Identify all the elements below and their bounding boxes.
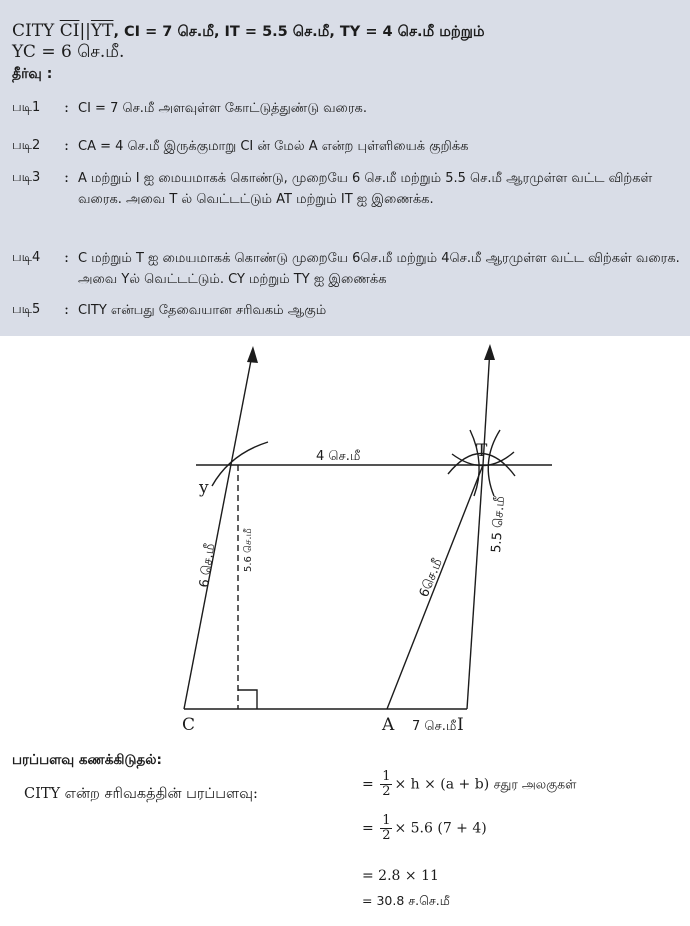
step-4-id: படி4 — [12, 250, 41, 265]
fraction-half-2: $\frac{1}{2}$ — [382, 813, 391, 843]
solution-label: தீர்வு : — [12, 66, 53, 82]
step-1-id: படி1 — [12, 100, 41, 115]
area-result: = 30.8 ச.செ.மீ — [362, 893, 450, 908]
step-5-id: படி5 — [12, 302, 41, 317]
step-1-text: CI = 7 செ.மீ அளவுள்ள கோட்டுத்துண்டு வரைக. — [78, 101, 367, 116]
step-4-text: C மற்றும் T ஐ மையமாகக் கொண்டு முறையே 6செ.மீ மற்றும் 4செ.மீ ஆரமுள்ள வட்ட விற்கள் வரைக. அவை Yல் வெட்டட்டும். CY மற்றும் TY ஐ இணைக்க — [78, 251, 680, 287]
arrowhead-left — [247, 346, 258, 363]
label-c: C — [182, 715, 196, 735]
label-a: A — [382, 715, 395, 735]
area-formula-line1: = $\frac{1}{2}$ × h × (a + b) சதுர அலகுகள் — [362, 769, 577, 799]
right-length-label: 5.5 செ.மீ — [489, 495, 508, 554]
bottom-length-label: 7 செ.மீ — [412, 719, 457, 734]
trapezium-construction-diagram — [0, 336, 690, 748]
step-5-colon: : — [64, 300, 70, 318]
left-length-label: 6 செ.மீ — [197, 542, 219, 589]
area-label: CITY என்ற சரிவகத்தின் பரப்பளவு: — [24, 786, 258, 802]
problem-statement-line1 — [12, 20, 485, 43]
step-2-colon: : — [64, 136, 70, 154]
label-i: I — [457, 715, 464, 735]
right-angle-mark — [238, 690, 257, 709]
arc-at-y — [212, 442, 268, 486]
area-heading: பரப்பளவு கணக்கிடுதல்: — [12, 752, 162, 768]
parallel-symbol: || — [79, 21, 91, 41]
label-t: T — [476, 441, 488, 461]
arrowhead-right — [484, 344, 495, 360]
label-y: y — [199, 478, 209, 498]
unit-square-units: சதுர அலகுகள் — [493, 776, 577, 792]
step-1-colon: : — [64, 98, 70, 116]
step-4-colon: : — [64, 248, 70, 266]
given-measures: , CI = 7 செ.மீ, IT = 5.5 செ.மீ, TY = 4 செ.மீ மற்றும் — [113, 24, 485, 40]
segment-yt: $\overline{YT}$ — [90, 21, 114, 41]
step-5-text: CITY என்பது தேவையான சரிவகம் ஆகும் — [78, 303, 327, 318]
fraction-half: $\frac{1}{2}$ — [382, 769, 391, 799]
step-3-id: படி3 — [12, 170, 41, 185]
diagonal-length-label: 6செ.மீ — [416, 556, 446, 600]
segment-ci: $\overline{CI}$ — [59, 21, 80, 41]
height-length-label: 5.6 செ.மீ — [243, 528, 254, 572]
step-3-text: A மற்றும் I ஐ மையமாகக் கொண்டு, முறையே 6 செ.மீ மற்றும் 5.5 செ.மீ ஆரமுள்ள வட்ட விற்கள் வரைக. அவை T ல் வெட்டட்டும் AT மற்றும் IT ஐ இணைக்க. — [78, 171, 653, 207]
problem-statement-line2: YC = 6 செ.மீ. — [12, 42, 125, 62]
step-2-id: படி2 — [12, 138, 41, 153]
area-formula-line3: = 2.8 × 11 — [362, 868, 439, 884]
top-length-label: 4 செ.மீ — [316, 449, 361, 464]
arrowheads — [247, 344, 495, 363]
side-line-it — [467, 465, 483, 709]
step-2-text: CA = 4 செ.மீ இருக்குமாறு CI ன் மேல் A என்ற புள்ளியைக் குறிக்க — [78, 139, 469, 154]
shape-name: CITY — [12, 21, 55, 41]
step-3-colon: : — [64, 168, 70, 186]
area-formula-line2: = $\frac{1}{2}$ × 5.6 (7 + 4) — [362, 813, 487, 843]
